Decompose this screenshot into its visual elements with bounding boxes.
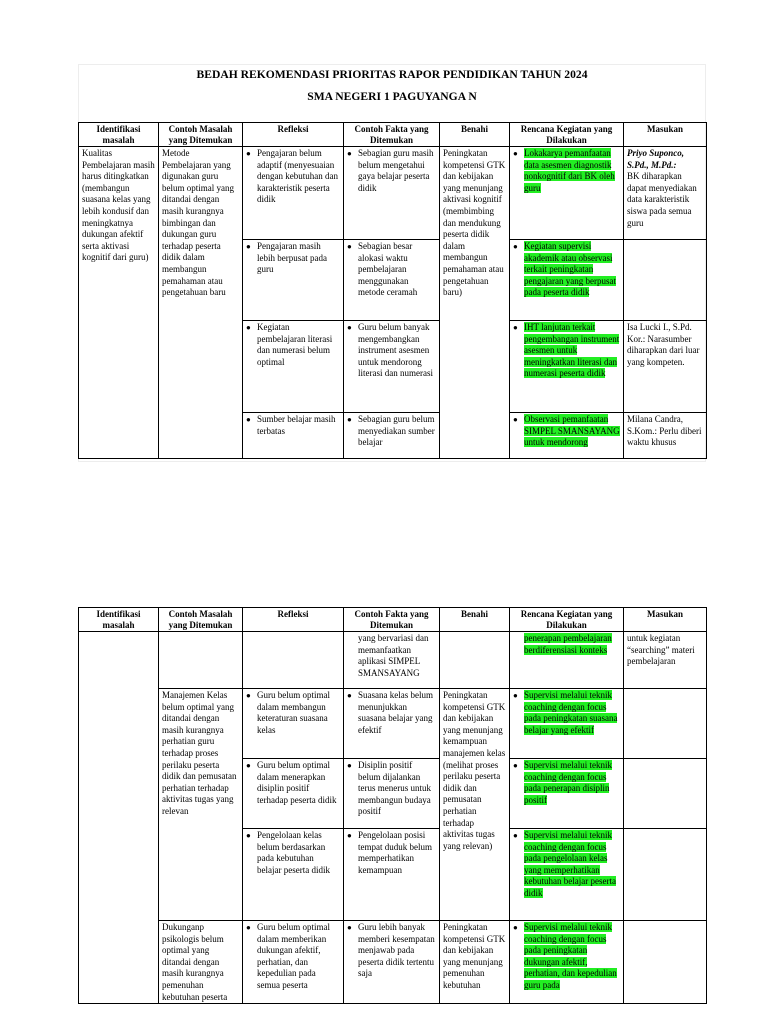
- bullet-icon: ●: [246, 923, 251, 932]
- cell-fakta: ● Sebagian guru belum menyediakan sumber belajar: [344, 413, 440, 459]
- cell-rencana: ● Supervisi melalui teknik coaching dengan focus pada pengelolaan kelas yang memperhatikan kebutuhan belajar peserta didik: [510, 829, 624, 921]
- cell-identifikasi: [79, 632, 159, 1004]
- table-header-row: [79, 123, 707, 147]
- bullet-icon: ●: [347, 923, 352, 932]
- cell-fakta: ● Disiplin positif belum dijalankan terus menerus untuk membangun budaya positif: [344, 759, 440, 829]
- cell-rencana: ● Supervisi melalui teknik coaching dengan focus pada peningkatan dukungan afektif, perhatian, dan kepedulian guru pada: [510, 921, 624, 1004]
- cell-fakta: ● Sebagian besar alokasi waktu pembelajaran menggunakan metode ceramah: [344, 240, 440, 321]
- cell-masukan: Isa Lucki I., S.Pd. Kor.: Narasumber diharapkan dari luar yang kompeten.: [624, 321, 707, 413]
- header-benahi: Benahi: [440, 608, 510, 632]
- header-rencana: Rencana Kegiatan yang Dilakukan: [510, 123, 624, 147]
- bullet-icon: ●: [246, 761, 251, 770]
- title-block: [78, 64, 706, 108]
- cell-refleksi: ● Pengajaran belum adaptif (menyesuaian dengan kebutuhan dan karakteristik peserta didik: [243, 147, 344, 240]
- cell-refleksi: ● Guru belum optimal dalam menerapkan disiplin positif terhadap peserta didik: [243, 759, 344, 829]
- table-page-2: [78, 607, 707, 1004]
- bullet-icon: ●: [513, 831, 518, 840]
- cell-benahi: Peningkatan kompetensi GTK dan kebijakan yang menunjang aktivasi kognitif (membimbing dan mendukung peserta didik dalam membangun pemahaman atau pengetahuan baru): [440, 147, 510, 459]
- cell-masukan: Priyo Suponco, S.Pd., M.Pd.: BK diharapkan dapat menyediakan data karakteristik siswa pada semua guru: [624, 147, 707, 240]
- bullet-icon: ●: [513, 242, 518, 251]
- table-row: [79, 147, 707, 240]
- cell-refleksi: ● Guru belum optimal dalam memberikan dukungan afektif, perhatian, dan kepedulian pada semua peserta: [243, 921, 344, 1004]
- table-page-1: [78, 122, 707, 459]
- table-row: [79, 921, 707, 1004]
- cell-refleksi: ● Pengajaran masih lebih berpusat pada guru: [243, 240, 344, 321]
- cell-rencana: ● Supervisi melalui teknik coaching dengan focus pada penerapan disiplin positif: [510, 759, 624, 829]
- cell-rencana: penerapan pembelajaran berdiferensiasi konteks: [510, 632, 624, 689]
- bullet-icon: ●: [246, 323, 251, 332]
- bullet-icon: ●: [513, 415, 518, 424]
- bullet-icon: ●: [347, 149, 352, 158]
- cell-benahi: Peningkatan kompetensi GTK dan kebijakan yang menunjang pemenuhan kebutuhan: [440, 921, 510, 1004]
- cell-rencana: ● Observasi pemanfaatan SIMPEL SMANSAYANG untuk mendorong: [510, 413, 624, 459]
- bullet-icon: ●: [246, 415, 251, 424]
- table-row: [79, 632, 707, 689]
- cell-masukan: Milana Candra, S.Kom.: Perlu diberi waktu khusus: [624, 413, 707, 459]
- bullet-icon: ●: [513, 323, 518, 332]
- bullet-icon: ●: [246, 242, 251, 251]
- header-rencana: Rencana Kegiatan yang Dilakukan: [510, 608, 624, 632]
- bullet-icon: ●: [347, 691, 352, 700]
- cell-contoh-masalah: Dukunganp psikologis belum optimal yang ditandai dengan masih kurangnya pemenuhan kebutuhan peserta: [159, 921, 243, 1004]
- cell-benahi: [440, 632, 510, 689]
- cell-refleksi: ● Pengelolaan kelas belum berdasarkan pada kebutuhan belajar peserta didik: [243, 829, 344, 921]
- bullet-icon: ●: [246, 149, 251, 158]
- cell-masukan: [624, 689, 707, 759]
- bullet-icon: ●: [246, 831, 251, 840]
- bullet-icon: ●: [246, 691, 251, 700]
- header-fakta: Contoh Fakta yang Ditemukan: [344, 123, 440, 147]
- header-fakta: Contoh Fakta yang Ditemukan: [344, 608, 440, 632]
- bullet-icon: ●: [347, 761, 352, 770]
- cell-refleksi: [243, 632, 344, 689]
- header-identifikasi: Identifikasi masalah: [79, 608, 159, 632]
- cell-masukan: untuk kegiatan “searching” materi pembelajaran: [624, 632, 707, 689]
- bullet-icon: ●: [513, 149, 518, 158]
- header-contoh-masalah: Contoh Masalah yang Ditemukan: [159, 608, 243, 632]
- bullet-icon: ●: [347, 415, 352, 424]
- header-masukan: Masukan: [624, 608, 707, 632]
- table-header-row: [79, 608, 707, 632]
- cell-benahi: Peningkatan kompetensi GTK dan kebijakan yang menunjang kemampuan manajemen kelas (melihat proses perilaku peserta didik dan pemusatan perhatian terhadap aktivitas tugas yang relevan): [440, 689, 510, 921]
- header-identifikasi: Identifikasi masalah: [79, 123, 159, 147]
- cell-contoh-masalah: [159, 632, 243, 689]
- table-row: [79, 689, 707, 759]
- cell-fakta: ● Sebagian guru masih belum mengetahui gaya belajar peserta didik: [344, 147, 440, 240]
- bullet-icon: ●: [513, 691, 518, 700]
- cell-fakta: ● Guru belum banyak mengembangkan instrument asesmen untuk mendorong literasi dan numerasi: [344, 321, 440, 413]
- header-masukan: Masukan: [624, 123, 707, 147]
- cell-fakta: ● Suasana kelas belum menunjukkan suasana belajar yang efektif: [344, 689, 440, 759]
- cell-refleksi: ● Sumber belajar masih terbatas: [243, 413, 344, 459]
- cell-rencana: ● Supervisi melalui teknik coaching dengan focus pada peningkatan suasana belajar yang efektif: [510, 689, 624, 759]
- header-benahi: Benahi: [440, 123, 510, 147]
- bullet-icon: ●: [513, 761, 518, 770]
- cell-rencana: ● Lokakarya pemanfaatan data asesmen diagnostik nonkognitif dari BK oleh guru: [510, 147, 624, 240]
- cell-refleksi: ● Guru belum optimal dalam membangun keteraturan suasana kelas: [243, 689, 344, 759]
- cell-refleksi: ● Kegiatan pembelajaran literasi dan numerasi belum optimal: [243, 321, 344, 413]
- header-refleksi: Refleksi: [243, 123, 344, 147]
- cell-masukan: [624, 921, 707, 1004]
- bullet-icon: ●: [347, 242, 352, 251]
- bullet-icon: ●: [513, 923, 518, 932]
- cell-masukan: [624, 829, 707, 921]
- cell-masukan: [624, 759, 707, 829]
- cell-masukan: [624, 240, 707, 321]
- cell-rencana: ● Kegiatan supervisi akademik atau observasi terkait peningkatan pengajaran yang berpusat pada peserta didik: [510, 240, 624, 321]
- cell-contoh-masalah: Manajemen Kelas belum optimal yang ditandai dengan masih kurangnya perhatian guru terhadap proses perilaku peserta didik dan pemusatan perhatian terhadap aktivitas tugas yang relevan: [159, 689, 243, 921]
- school-name: SMA NEGERI 1 PAGUYANGA N: [307, 90, 477, 103]
- cell-fakta: ● Pengelolaan posisi tempat duduk belum memperhatikan kemampuan: [344, 829, 440, 921]
- bullet-icon: ●: [347, 323, 352, 332]
- cell-fakta: ● Guru lebih banyak memberi kesempatan menjawab pada peserta didik tertentu saja: [344, 921, 440, 1004]
- bullet-icon: ●: [347, 831, 352, 840]
- document-title: BEDAH REKOMENDASI PRIORITAS RAPOR PENDIDIKAN TAHUN 2024: [196, 68, 588, 81]
- cell-fakta: yang bervariasi dan memanfaatkan aplikasi SIMPEL SMANSAYANG: [344, 632, 440, 689]
- cell-identifikasi: Kualitas Pembelajaran masih harus ditingkatkan (membangun suasana kelas yang lebih kondusif dan meningkatnya dukungan afektif serta aktivasi kognitif dari guru): [79, 147, 159, 459]
- header-contoh-masalah: Contoh Masalah yang Ditemukan: [159, 123, 243, 147]
- header-refleksi: Refleksi: [243, 608, 344, 632]
- cell-contoh-masalah: Metode Pembelajaran yang digunakan guru belum optimal yang ditandai dengan masih kurangnya bimbingan dan dukungan guru terhadap peserta didik dalam membangun pemahaman atau pengetahuan baru: [159, 147, 243, 459]
- cell-rencana: ● IHT lanjutan terkait pengembangan instrument asesmen untuk meningkatkan literasi dan numerasi peserta didik: [510, 321, 624, 413]
